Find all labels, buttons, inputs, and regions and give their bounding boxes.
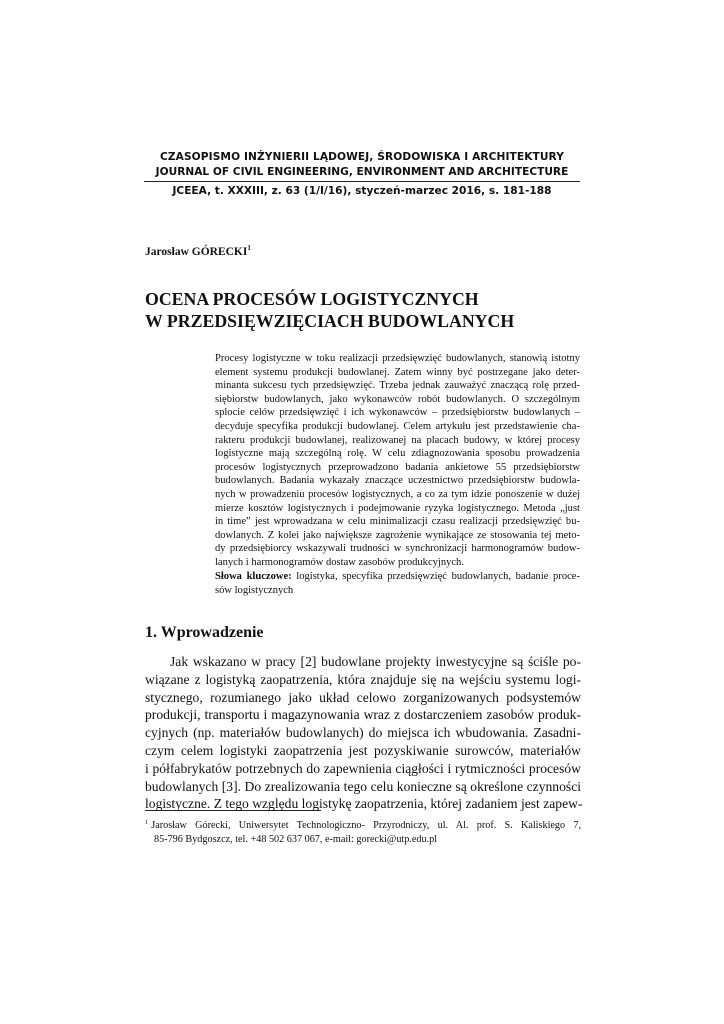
keywords-text: logistyka, specyfika przedsięwzięć budowlanych, badanie proce- [291,571,580,582]
abstract-line: procesów logistycznych przeprowadzono badania ankietowe 55 przedsiębiorstw [215,461,580,473]
paper-title-line: OCENA PROCESÓW LOGISTYCZNYCH [145,289,479,309]
abstract-line: rakteru produkcji budowlanej, realizowanej na placach budowy, w której procesy [215,434,580,446]
body-line: stycznego, rozumianego jako układ celowo zorganizowanych podsystemów [145,689,581,705]
body-line: wiązane z logistyką zaopatrzenia, która znajduje się na wejściu systemu logi- [145,671,581,687]
abstract-line: logistyczne mają szczególną rolę. W celu zdiagnozowania sposobu prowadzenia [215,448,580,460]
keywords [215,570,580,597]
abstract-line: siębiorstw budowlanych, jako wykonawców robót budowlanych. O szczególnym [215,393,580,405]
body-line: i półfabrykatów potrzebnych do zapewnienia ciągłości i rytmiczności procesów [145,760,581,776]
paper-title [145,288,585,332]
body-line: czym celem logistyki zaopatrzenia jest pozyskiwanie surowców, materiałów [145,742,581,758]
abstract-line: in time” jest wprowadzana w celu minimalizacji czasu realizacji przedsięwzięć bu- [215,516,580,528]
abstract-line: minanta sukcesu tych przedsięwzięć. Trzeba jednak zauważyć znaczącą rolę przed- [215,380,580,392]
body-line: produkcji, transportu i magazynowania wraz z dostarczeniem zasobów produk- [145,707,581,723]
footnote-text: Jarosław Górecki, Uniwersytet Technologiczno- Przyrodniczy, ul. Al. prof. S. Kaliskiego 7, [151,820,581,831]
abstract-line: dy przedsiębiorcy wskazywali trudności w synchronizacji harmonogramów budow- [215,543,580,555]
abstract-line: Procesy logistyczne w toku realizacji przedsięwzięć budowlanych, stanowią istotny [215,353,580,364]
abstract-line: decyduje specyfika produkcji budowlanej. Celem artykułu jest przedstawienie cha- [215,420,580,432]
keywords-text: sów logistycznych [215,584,294,596]
author-name [145,246,251,258]
abstract-line: budowlanych. Badania wykazały znaczące uczestnictwo przedsiębiorstw budowla- [215,475,580,487]
abstract-line: lanych i harmonogramów dostaw zasobów produkcyjnych. [215,556,464,568]
body-line: Jak wskazano w pracy [2] budowlane projekty inwestycyjne są ściśle po- [170,654,581,669]
abstract-line: mierze kosztów logistycznych i podejmowanie ryzyka logistycznego. Metoda „just [215,502,580,514]
footnote-divider [145,810,321,811]
author-footnote-mark: 1 [247,244,251,253]
footnote-mark: 1 [145,818,149,826]
footnote [145,819,581,846]
abstract-line: splocie celów przedsięwzięć i ich wykonawców – przedsiębiorstw budowlanych – [215,407,580,419]
header-divider [144,181,580,182]
journal-name-polish: CZASOPISMO INŻYNIERII LĄDOWEJ, ŚRODOWISKA I ARCHITEKTURY [160,151,564,163]
abstract-line: dowlanych. Z kolei jako największe zagrożenie wynikające ze stosowania tej meto- [215,529,580,541]
section-heading: 1. Wprowadzenie [145,624,264,641]
paper-title-line: W PRZEDSIĘWZIĘCIACH BUDOWLANYCH [145,311,515,331]
footnote-text: 85-796 Bydgoszcz, tel. +48 502 637 067, e-mail: gorecki@utp.edu.pl [154,833,438,845]
keywords-label: Słowa kluczowe: [215,571,292,582]
abstract [215,352,580,570]
journal-issue-info: JCEEA, t. XXXIII, z. 63 (1/I/16), styczeń-marzec 2016, s. 181-188 [172,185,552,197]
abstract-line: element systemu produkcji budowlanej. Zatem winny być postrzegane jako deter- [215,366,580,378]
body-line: cyjnych (np. materiałów budowlanych) do miejsca ich wbudowania. Zasadni- [145,725,581,741]
journal-name-english: JOURNAL OF CIVIL ENGINEERING, ENVIRONMENT AND ARCHITECTURE [155,166,569,178]
journal-header [144,150,580,199]
body-line: budowlanych [3]. Do zrealizowania tego celu konieczne są określone czynności [145,778,581,794]
body-paragraph [145,653,581,813]
body-line: logistyczne. Z tego względu logistykę zaopatrzenia, której zadaniem jest zapew- [145,796,583,812]
abstract-line: nych w prowadzeniu procesów logistycznych, a co za tym idzie ponoszenie w dużej [215,488,580,500]
author-name-text: Jarosław GÓRECKI [145,246,248,258]
